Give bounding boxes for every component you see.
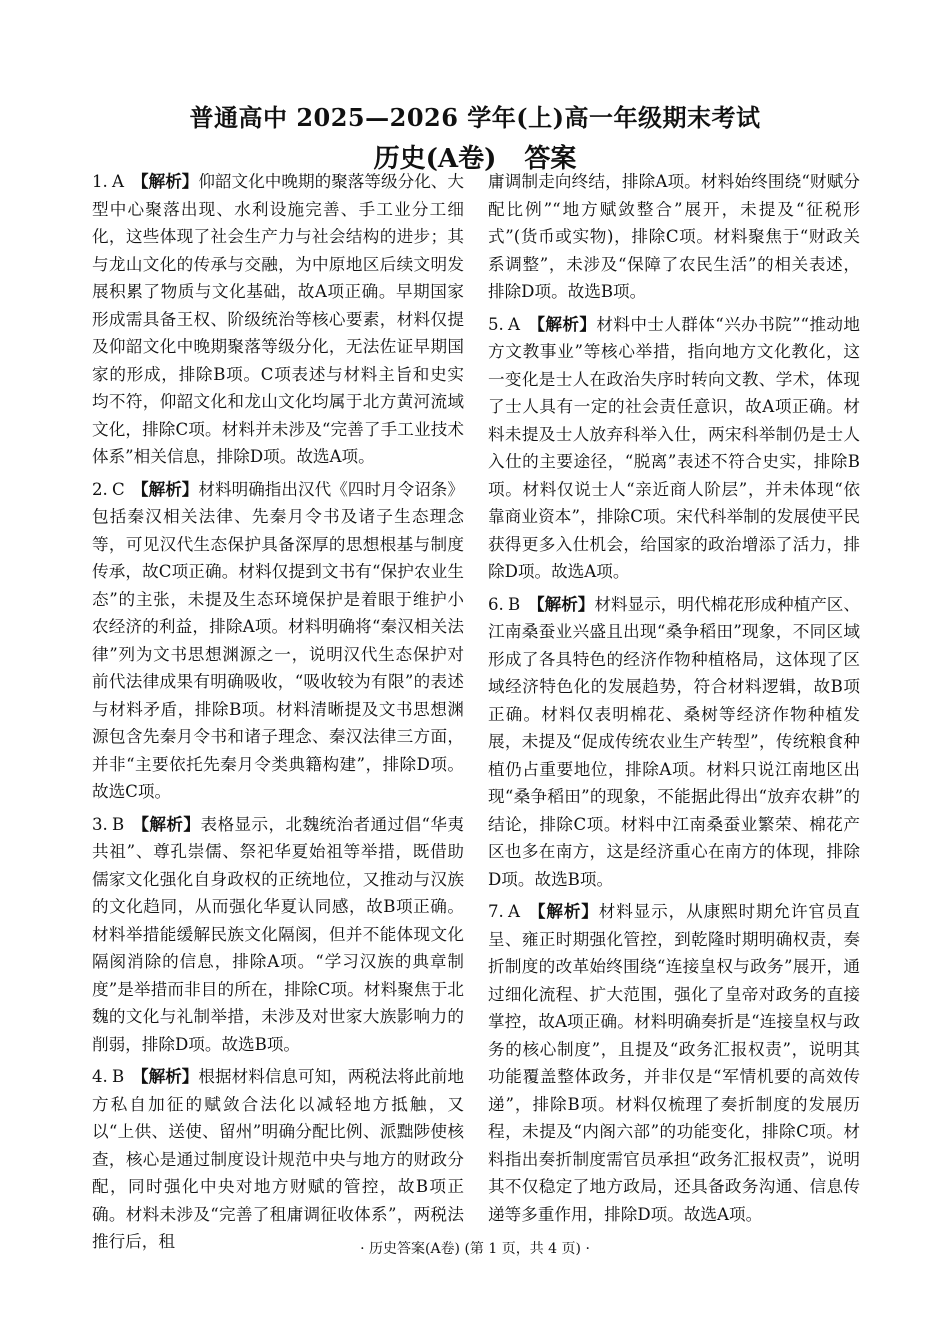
analysis-tag: 【解析】 [528,593,595,614]
answer-item-1 [92,168,464,471]
analysis-tag: 【解析】 [132,1066,199,1086]
analysis-text: 根据材料信息可知，两税法将此前地方私自加征的赋敛合法化以减轻地方抵触，又以“上供、送使、留州”明确分配比例、派黜陟使核查，核心是通过制度设计规范中央与地方的财政分配，同时强化中央对地方财赋的管控，故B项正确。材料未涉及“完善了租庸调征收体系”，两税法推行后，租 [92,1067,464,1251]
question-number: 4. [92,1067,108,1086]
subject-label: 历史(A卷) [373,144,497,174]
analysis-tag: 【解析】 [528,313,597,334]
analysis-text-continued: 庸调制走向终结，排除A项。材料始终围绕“财赋分配比例”“地方赋敛整合”展开，未提及“征税形式”(货币或实物)，排除C项。材料聚焦于“财政关系调整”，未涉及“保障了农民生活”的相关表述，排除D项。故选B项。 [488,172,860,301]
left-column [92,168,464,1261]
analysis-text: 材料显示，从康熙时期允许官员直呈、雍正时期强化管控，到乾隆时期明确权责，奏折制度的改革始终围绕“连接皇权与政务”展开，通过细化流程、扩大范围，强化了皇帝对政务的直接掌控，故A项正确。材料明确奏折是“连接皇权与政务的核心制度”，且提及“政务汇报权责”，说明其功能覆盖整体政务，并非仅是“军情机要的高效传递”，排除B项。材料仅梳理了奏折制度的发展历程，未提及“内阁六部”的功能变化，排除C项。材料指出奏折制度需官员承担“政务汇报权责”，说明其不仅稳定了地方政局，还具备政务沟通、信息传递等多重作用，排除D项。故选A项。 [488,902,861,1224]
page-footer: · 历史答案(A卷) (第 1 页，共 4 页) · [360,1241,590,1257]
answer-item-7 [488,898,860,1228]
question-number: 2. [92,479,108,499]
analysis-tag: 【解析】 [132,813,201,834]
page-title: 普通高中 2025—2026 学年(上)高一年级期末考试 [189,103,761,132]
answer-item-2 [92,476,464,806]
answer-choice: A [508,902,520,921]
answer-choice: A [112,172,124,191]
answer-item-4 [92,1063,464,1256]
analysis-tag: 【解析】 [132,478,199,499]
analysis-text: 材料明确指出汉代《四时月令诏条》包括秦汉相关法律、先秦月令书及诸子生态理念等，可见汉代生态保护具备深厚的思想根基与制度传承，故C项正确。材料仅提到文书有“保护农业生态”的主张，未提及生态环境保护是着眼于维护小农经济的利益，排除A项。材料明确将“秦汉相关法律”列为文书思想渊源之一，说明汉代生态保护对前代法律成果有明确吸收，“吸收较为有限”的表述与材料矛盾，排除B项。材料清晰提及文书思想渊源包含先秦月令书和诸子理念、秦汉法律三方面，并非“主要依托先秦月令类典籍构建”，排除D项。故选C项。 [92,479,464,801]
right-column [488,168,860,1233]
answer-item-5 [488,311,860,586]
answer-label: 答案 [524,144,577,174]
question-number: 7. [488,902,504,921]
question-number: 5. [488,314,504,334]
answer-item-4-continued [488,168,860,306]
analysis-tag: 【解析】 [132,171,199,191]
answer-choice: A [508,314,520,334]
question-number: 6. [488,594,504,614]
question-number: 3. [92,814,108,834]
answer-choice: C [112,479,125,499]
analysis-text: 材料显示，明代棉花形成种植产区、江南桑蚕业兴盛且出现“桑争稻田”现象，不同区域形成了各具特色的经济作物种植格局，这体现了区域经济特色化的发展趋势，符合材料逻辑，故B项正确。材料仅表明棉花、桑树等经济作物种植发展，未提及“促成传统农业生产转型”，传统粮食种植仍占重要地位，排除A项。材料只说江南地区出现“桑争稻田”的现象，不能据此得出“放弃农耕”的结论，排除C项。材料中江南桑蚕业繁荣、棉花产区也多在南方，这是经济重心在南方的体现，排除D项。故选B项。 [488,594,860,889]
answer-item-6 [488,591,860,894]
answer-choice: B [112,1067,125,1086]
analysis-tag: 【解析】 [528,901,599,921]
question-number: 1. [92,172,108,191]
analysis-text: 表格显示，北魏统治者通过倡“华夷共祖”、尊孔崇儒、祭祀华夏始祖等举措，既借助儒家文化强化自身政权的正统地位，又推动与汉族的文化趋同，从而强化华夏认同感，故B项正确。材料举措能缓解民族文化隔阂，但并不能体现文化隔阂消除的信息，排除A项。“学习汉族的典章制度”是举措而非目的所在，排除C项。材料聚焦于北魏的文化与礼制举措，未涉及对世家大族影响力的削弱，排除D项。故选B项。 [92,814,465,1054]
answer-choice: B [112,814,125,834]
analysis-text: 仰韶文化中晚期的聚落等级分化、大型中心聚落出现、水利设施完善、手工业分工细化，这些体现了社会生产力与社会结构的进步；其与龙山文化的传承与交融，为中原地区后续文明发展积累了物质与文化基础，故A项正确。早期国家形成需具备王权、阶级统治等核心要素，材料仅提及仰韶文化中晚期聚落等级分化，无法佐证早期国家的形成，排除B项。C项表述与材料主旨和史实均不符，仰韶文化和龙山文化均属于北方黄河流域文化，排除C项。材料并未涉及“完善了手工业技术体系”相关信息，排除D项。故选A项。 [92,172,464,466]
analysis-text: 材料中士人群体“兴办书院”“推动地方文教事业”等核心举措，指向地方文化教化，这一变化是士人在政治失序时转向文教、学术，体现了士人具有一定的社会责任意识，故A项正确。材料未提及士人放弃科举入仕，两宋科举制仍是士人入仕的主要途径，“脱离”表述不符合史实，排除B项。材料仅说士人“亲近商人阶层”，并未体现“依靠商业资本”，排除C项。宋代科举制的发展使平民获得更多入仕机会，给国家的政治增添了活力，排除D项。故选A项。 [488,314,860,581]
answer-item-3 [92,811,464,1059]
answer-choice: B [508,594,521,614]
